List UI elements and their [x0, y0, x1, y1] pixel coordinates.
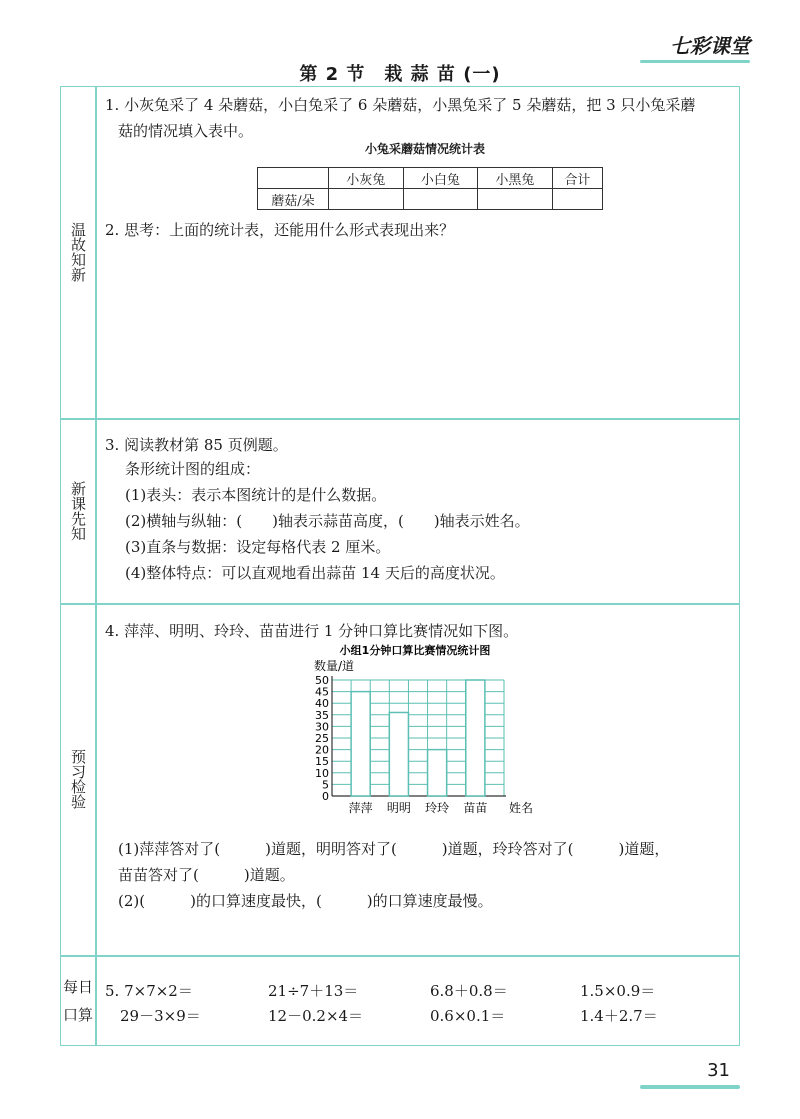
y-tick-label: 35	[315, 708, 329, 722]
answer-cell[interactable]	[329, 189, 404, 210]
y-axis-label: 数量/道	[314, 659, 355, 673]
x-tick-label: 明明	[386, 801, 411, 815]
question-3-item: (2)横轴与纵轴：( )轴表示蒜苗高度，( )轴表示姓名。	[125, 512, 530, 530]
table-header-cell: 小黑兔	[478, 168, 553, 189]
question-3-item: (4)整体特点：可以直观地看出蒜苗 14 天后的高度状况。	[125, 564, 505, 582]
y-tick-label: 0	[322, 790, 329, 803]
bar	[389, 712, 408, 796]
y-tick-label: 25	[315, 732, 329, 745]
y-tick-label: 5	[322, 778, 329, 792]
table-header-row	[258, 168, 603, 189]
question-4-sub2: (2)( )的口算速度最快，( )的口算速度最慢。	[118, 892, 493, 910]
calc-item: 1.5×0.9＝	[580, 982, 656, 1000]
page-title: 第 2 节 栽 蒜 苗 (一)	[299, 64, 501, 85]
table-title: 小兔采蘑菇情况统计表	[364, 142, 485, 156]
page-number: 31	[707, 1060, 730, 1081]
bar	[351, 692, 370, 796]
section-label-new-lesson: 新课先知	[69, 480, 87, 541]
question-1-line1: 1. 小灰兔采了 4 朵蘑菇，小白兔采了 6 朵蘑菇，小黑兔采了 5 朵蘑菇，把 3 只小兔采蘑	[105, 96, 696, 114]
x-axis-label: 姓名	[509, 801, 534, 815]
y-tick-label: 40	[315, 697, 329, 711]
stat-table	[257, 167, 603, 210]
calc-item: 29－3×9＝	[120, 1007, 201, 1025]
section-divider	[60, 603, 740, 605]
bar	[428, 750, 447, 796]
y-tick-label: 45	[315, 685, 329, 699]
table-row	[258, 189, 603, 210]
calc-item: 0.6×0.1＝	[430, 1007, 506, 1025]
y-tick-label: 10	[315, 766, 329, 780]
question-3-line2: 条形统计图的组成：	[125, 460, 261, 478]
section-label-daily: 每日	[62, 978, 93, 996]
section-divider	[60, 955, 740, 957]
calc-item: 6.8＋0.8＝	[430, 982, 508, 1000]
question-3-line1: 3. 阅读教材第 85 页例题。	[105, 436, 288, 454]
answer-cell[interactable]	[552, 189, 602, 210]
y-tick-label: 20	[315, 743, 329, 757]
table-row-label: 蘑菇/朵	[258, 189, 329, 210]
question-3-item: (3)直条与数据：设定每格代表 2 厘米。	[125, 538, 391, 556]
table-header-cell: 合计	[552, 168, 602, 189]
answer-cell[interactable]	[478, 189, 553, 210]
brand-logo: 七彩课堂	[670, 34, 750, 58]
table-cell	[258, 168, 329, 189]
calc-item: 21÷7＋13＝	[268, 982, 359, 1000]
page-number-bar	[640, 1085, 740, 1089]
table-header-cell: 小白兔	[403, 168, 478, 189]
table-header-cell: 小灰兔	[329, 168, 404, 189]
x-tick-label: 玲玲	[425, 801, 450, 815]
y-tick-label: 50	[315, 674, 329, 687]
question-4-intro: 4. 萍萍、明明、玲玲、苗苗进行 1 分钟口算比赛情况如下图。	[105, 622, 519, 640]
chart-title: 小组1分钟口算比赛情况统计图	[339, 644, 491, 657]
answer-cell[interactable]	[403, 189, 478, 210]
question-4-sub1-line1: (1)萍萍答对了( )道题，明明答对了( )道题，玲玲答对了( )道题，	[118, 840, 670, 858]
section-label-mental-math: 口算	[62, 1006, 93, 1024]
x-tick-label: 萍萍	[348, 801, 373, 815]
question-3-item: (1)表头：表示本图统计的是什么数据。	[125, 486, 387, 504]
y-tick-label: 15	[315, 755, 329, 769]
x-tick-label: 苗苗	[463, 801, 488, 815]
section-divider	[60, 418, 740, 420]
y-tick-label: 30	[315, 720, 329, 734]
calc-item: 1.4＋2.7＝	[580, 1007, 658, 1025]
section-label-review: 温故知新	[69, 222, 87, 282]
section-label-preview-check: 预习检验	[69, 749, 87, 809]
question-1-line2: 菇的情况填入表中。	[118, 122, 254, 140]
question-4-sub1-line2: 苗苗答对了( )道题。	[118, 866, 295, 884]
calc-item: 5. 7×7×2＝	[105, 982, 193, 1000]
bar-chart	[300, 640, 540, 825]
calc-item: 12－0.2×4＝	[268, 1007, 364, 1025]
question-2: 2. 思考：上面的统计表，还能用什么形式表现出来？	[105, 221, 455, 239]
bar	[466, 680, 485, 796]
